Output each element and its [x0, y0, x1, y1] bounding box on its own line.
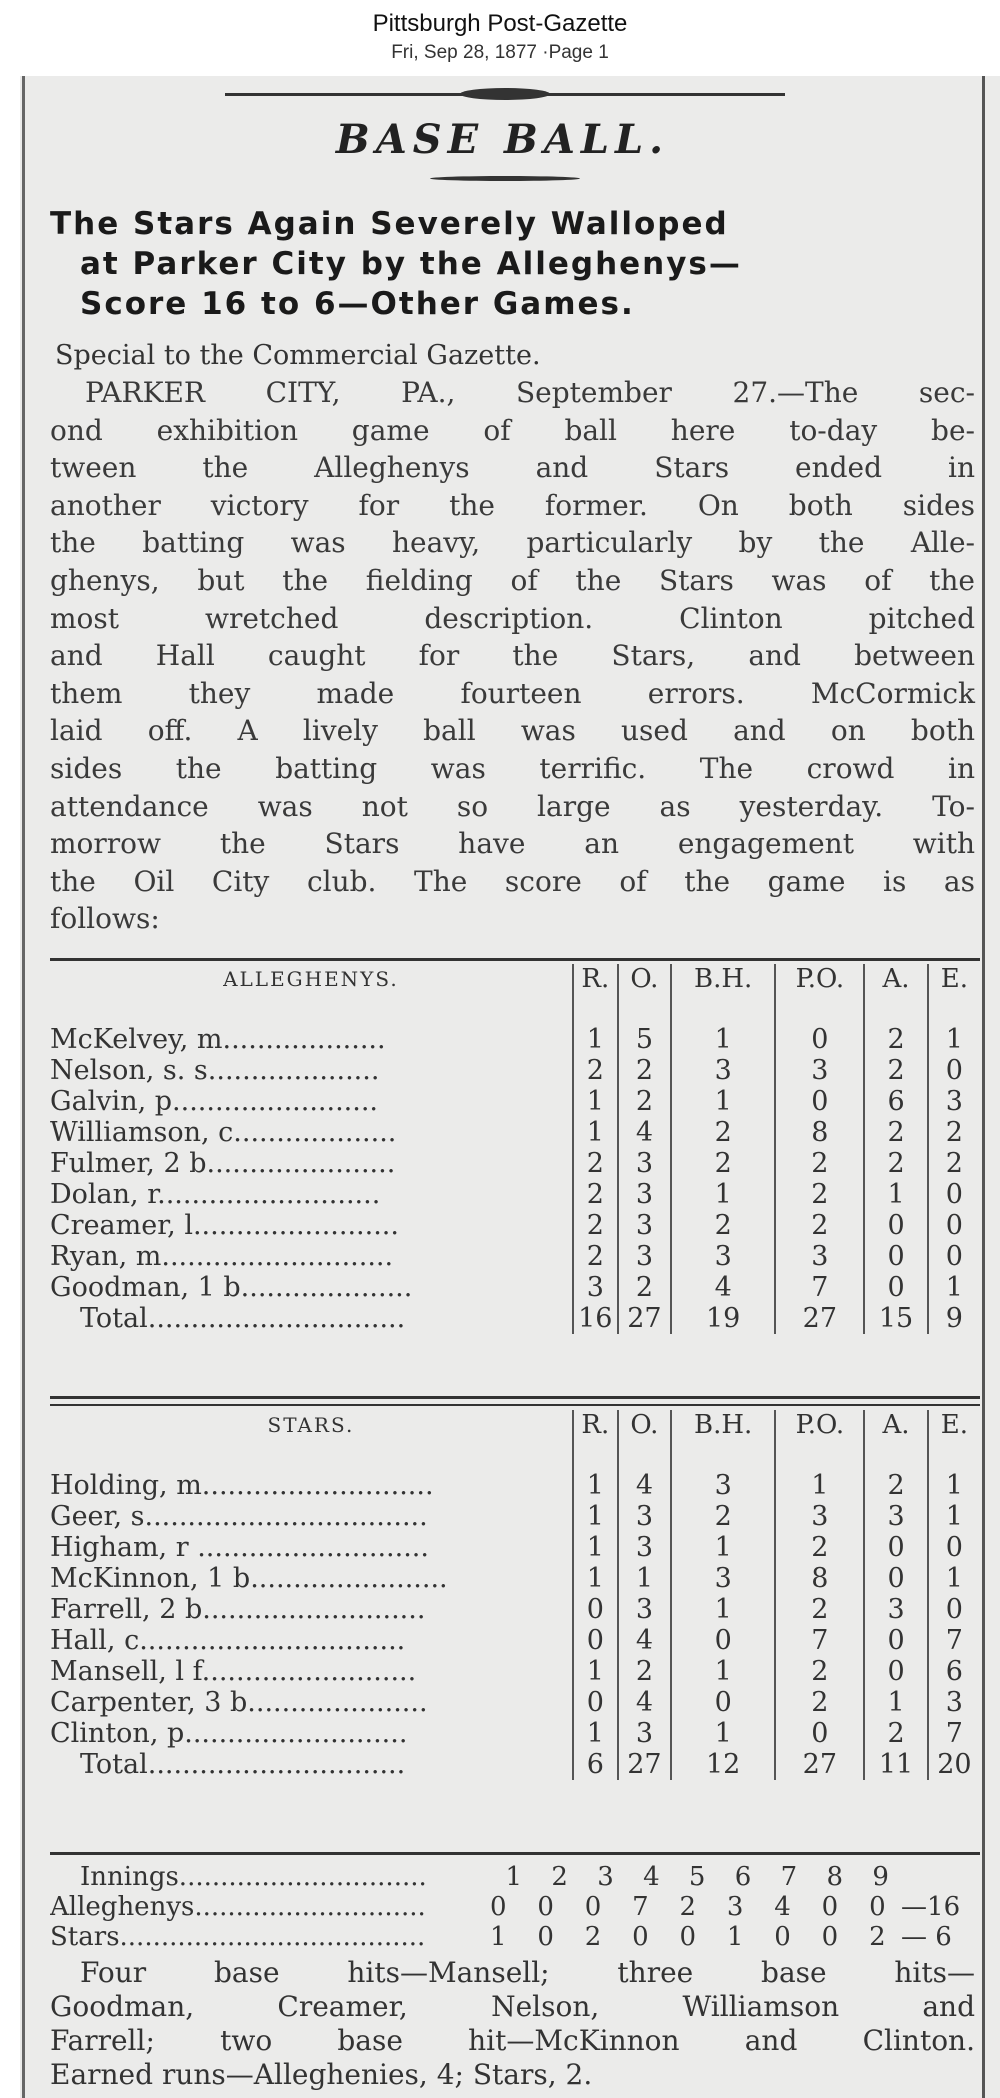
total-cell: 19	[671, 1303, 775, 1334]
box-score-divider	[50, 1396, 980, 1399]
stat-cell: 3	[618, 1210, 671, 1241]
player-name: McKelvey, m...................	[50, 1023, 386, 1055]
stat-cell: 2	[618, 1656, 671, 1687]
stat-cell: 3	[618, 1718, 671, 1749]
player-name: Creamer, l........................	[50, 1209, 399, 1241]
stat-cell: 2	[573, 1055, 618, 1086]
stat-cell: 4	[618, 1625, 671, 1656]
stat-cell: 2	[775, 1532, 864, 1563]
stat-cell: 0	[928, 1241, 980, 1272]
stat-cell: 1	[928, 1272, 980, 1303]
col-header: B.H.	[671, 1410, 775, 1440]
stat-cell: 2	[864, 1117, 927, 1148]
body-line: ghenys, but the fielding of the Stars was of the	[50, 563, 975, 597]
stat-cell: 4	[618, 1687, 671, 1718]
player-name: Dolan, r..........................	[50, 1178, 381, 1210]
table-row	[50, 1241, 980, 1272]
newspaper-clipping	[20, 76, 1000, 2098]
total-label: Total..............................	[80, 1748, 406, 1780]
stat-cell: 0	[864, 1625, 927, 1656]
innings-value: 0	[537, 1892, 554, 1922]
innings-value: 2	[551, 1862, 568, 1892]
innings-value: 0	[489, 1892, 507, 1922]
player-name: Galvin, p........................	[50, 1085, 379, 1117]
stat-cell: 4	[618, 1470, 671, 1501]
stat-cell: 1	[928, 1024, 980, 1055]
stat-cell: 3	[671, 1055, 775, 1086]
total-label: Total..............................	[80, 1302, 406, 1334]
innings-value: 2	[584, 1922, 602, 1952]
section-title: BASE BALL.	[335, 116, 670, 163]
table-row	[50, 1563, 980, 1594]
stat-cell: 2	[573, 1148, 618, 1179]
body-line: PARKER CITY, PA., September 27.—The sec-	[85, 376, 975, 409]
player-name: Carpenter, 3 b.....................	[50, 1686, 428, 1718]
stat-cell: 2	[775, 1179, 864, 1210]
stat-cell: 1	[573, 1470, 618, 1501]
player-name: Fulmer, 2 b......................	[50, 1147, 396, 1179]
player-name: Higham, r ...........................	[50, 1531, 429, 1563]
stat-cell: 2	[864, 1148, 927, 1179]
col-header: A.	[864, 1410, 927, 1440]
col-header: R.	[573, 1410, 618, 1440]
innings-value: 0	[632, 1922, 649, 1952]
total-cell: 27	[775, 1749, 864, 1780]
total-cell: 16	[573, 1303, 618, 1334]
col-header: R.	[573, 964, 618, 994]
stat-cell: 2	[618, 1055, 671, 1086]
ornament-dash	[460, 88, 550, 100]
body-line: follows:	[50, 902, 160, 936]
alleghenys-box-score	[50, 964, 980, 1334]
stat-cell: 8	[775, 1117, 864, 1148]
innings-value: 1	[505, 1862, 523, 1892]
innings-value: 3	[597, 1862, 614, 1892]
innings-value: 0	[821, 1922, 839, 1952]
player-name: Mansell, l f.........................	[50, 1655, 417, 1687]
col-header: B.H.	[671, 964, 775, 994]
col-header: P.O.	[775, 964, 864, 994]
innings-value: 7	[632, 1892, 649, 1922]
stat-cell: 0	[775, 1024, 864, 1055]
player-name: Holding, m...........................	[50, 1469, 434, 1501]
stat-cell: 2	[864, 1024, 927, 1055]
innings-value: 8	[826, 1862, 844, 1892]
body-line: sides the batting was terrific. The crowd in	[50, 751, 975, 785]
stat-cell: 3	[618, 1148, 671, 1179]
stat-cell: 1	[671, 1024, 775, 1055]
stat-cell: 1	[671, 1179, 775, 1210]
stat-cell: 1	[618, 1563, 671, 1594]
innings-value: 4	[643, 1862, 660, 1892]
stat-cell: 0	[573, 1625, 618, 1656]
col-header: O.	[618, 1410, 671, 1440]
innings-value: 1	[726, 1922, 744, 1952]
stat-cell: 3	[618, 1532, 671, 1563]
total-cell: 27	[618, 1303, 671, 1334]
stat-cell: 1	[671, 1656, 775, 1687]
stat-cell: 0	[573, 1687, 618, 1718]
table-total-row	[50, 1749, 980, 1780]
stat-cell: 0	[864, 1241, 927, 1272]
stat-cell: 0	[864, 1656, 927, 1687]
stat-cell: 0	[928, 1179, 980, 1210]
game-summary	[50, 1956, 975, 2092]
stat-cell: 1	[928, 1470, 980, 1501]
stat-cell: 2	[573, 1179, 618, 1210]
innings-value: 4	[774, 1892, 791, 1922]
col-header: A.	[864, 964, 927, 994]
stat-cell: 3	[618, 1501, 671, 1532]
stat-cell: 6	[928, 1656, 980, 1687]
stat-cell: 2	[618, 1272, 671, 1303]
stat-cell: 2	[775, 1594, 864, 1625]
stat-cell: 0	[864, 1532, 927, 1563]
body-line: the batting was heavy, particularly by the Alle-	[50, 526, 975, 560]
dateline-source: Special to the Commercial Gazette.	[55, 340, 541, 371]
stat-cell: 1	[573, 1086, 618, 1117]
body-line: attendance was not so large as yesterday. To-	[50, 789, 975, 823]
stat-cell: 2	[775, 1687, 864, 1718]
deck-line: at Parker City by the Alleghenys—	[80, 246, 742, 282]
summary-line: Goodman, Creamer, Nelson, Williamson and	[50, 1990, 975, 2023]
stat-cell: 6	[864, 1086, 927, 1117]
player-name: Goodman, 1 b....................	[50, 1271, 413, 1303]
innings-value: 0	[537, 1922, 554, 1952]
stat-cell: 1	[573, 1563, 618, 1594]
stat-cell: 0	[928, 1055, 980, 1086]
stat-cell: 2	[864, 1470, 927, 1501]
stat-cell: 7	[775, 1625, 864, 1656]
stat-cell: 3	[928, 1687, 980, 1718]
total-cell: 27	[775, 1303, 864, 1334]
stat-cell: 3	[775, 1501, 864, 1532]
stat-cell: 1	[573, 1532, 618, 1563]
stat-cell: 2	[671, 1117, 775, 1148]
stars-box-score	[50, 1410, 980, 1780]
stat-cell: 7	[928, 1625, 980, 1656]
table-row	[50, 1470, 980, 1501]
stat-cell: 3	[618, 1179, 671, 1210]
stat-cell: 3	[775, 1241, 864, 1272]
table-row	[50, 1687, 980, 1718]
innings-value: 0	[679, 1922, 697, 1952]
col-header: O.	[618, 964, 671, 994]
table-row	[50, 1086, 980, 1117]
player-name: Nelson, s. s....................	[50, 1054, 380, 1086]
stat-cell: 2	[928, 1148, 980, 1179]
body-line: laid off. A lively ball was used and on both	[50, 714, 975, 748]
innings-value: 9	[872, 1862, 889, 1892]
total-cell: 6	[573, 1749, 618, 1780]
total-cell: 15	[864, 1303, 927, 1334]
innings-value: 0	[584, 1892, 602, 1922]
stat-cell: 3	[775, 1055, 864, 1086]
table-row	[50, 1272, 980, 1303]
innings-value: 6	[734, 1862, 752, 1892]
stat-cell: 0	[928, 1210, 980, 1241]
table-row	[50, 1055, 980, 1086]
total-cell: 27	[618, 1749, 671, 1780]
stat-cell: 2	[618, 1086, 671, 1117]
stat-cell: 2	[864, 1055, 927, 1086]
innings-value: 7	[780, 1862, 798, 1892]
innings-value: 2	[679, 1892, 697, 1922]
innings-total: —16	[901, 1892, 961, 1922]
body-line: another victory for the former. On both sides	[50, 488, 975, 522]
innings-row	[50, 1922, 980, 1952]
col-header: E.	[928, 1410, 980, 1440]
summary-line: Farrell; two base hit—McKinnon and Clinton.	[50, 2024, 975, 2057]
stat-cell: 0	[775, 1086, 864, 1117]
stat-cell: 2	[671, 1501, 775, 1532]
clipping-header	[0, 0, 1000, 76]
table-row	[50, 1117, 980, 1148]
summary-line: Earned runs—Alleghenies, 4; Stars, 2.	[50, 2058, 593, 2091]
player-name: Geer, s.................................	[50, 1500, 428, 1532]
deck-line: The Stars Again Severely Walloped	[50, 206, 729, 242]
stat-cell: 1	[864, 1179, 927, 1210]
stat-cell: 2	[775, 1656, 864, 1687]
stat-cell: 1	[928, 1501, 980, 1532]
stat-cell: 2	[671, 1210, 775, 1241]
team-name: STARS.	[267, 1413, 355, 1437]
innings-top-rule	[50, 1852, 980, 1855]
stat-cell: 7	[928, 1718, 980, 1749]
body-line: morrow the Stars have an engagement with	[50, 827, 975, 861]
innings-value: 0	[774, 1922, 791, 1952]
table-row	[50, 1148, 980, 1179]
innings-total: — 6	[901, 1922, 952, 1952]
publication-date-page: Fri, Sep 28, 1877 ·Page 1	[391, 42, 609, 63]
player-name: McKinnon, 1 b.......................	[50, 1562, 448, 1594]
table-row	[50, 1532, 980, 1563]
stat-cell: 1	[928, 1563, 980, 1594]
body-line: most wretched description. Clinton pitched	[50, 601, 975, 635]
table-row	[50, 1625, 980, 1656]
stat-cell: 1	[573, 1718, 618, 1749]
player-name: Clinton, p..........................	[50, 1717, 408, 1749]
headline-deck	[50, 204, 960, 324]
stat-cell: 0	[775, 1718, 864, 1749]
stat-cell: 1	[671, 1718, 775, 1749]
stat-cell: 1	[864, 1687, 927, 1718]
stat-cell: 1	[573, 1117, 618, 1148]
col-header: E.	[928, 964, 980, 994]
innings-value: 2	[869, 1922, 886, 1952]
total-cell: 9	[928, 1303, 980, 1334]
innings-value: 1	[489, 1922, 507, 1952]
player-name: Ryan, m...........................	[50, 1240, 394, 1272]
stat-cell: 0	[928, 1532, 980, 1563]
player-name: Farrell, 2 b..........................	[50, 1593, 426, 1625]
stat-cell: 7	[775, 1272, 864, 1303]
column-rule-left	[22, 76, 25, 2098]
deck-line: Score 16 to 6—Other Games.	[80, 286, 635, 322]
stat-cell: 2	[928, 1117, 980, 1148]
stat-cell: 0	[671, 1687, 775, 1718]
stat-cell: 3	[928, 1086, 980, 1117]
table-row	[50, 1656, 980, 1687]
stat-cell: 3	[671, 1241, 775, 1272]
stat-cell: 2	[573, 1241, 618, 1272]
stat-cell: 0	[864, 1272, 927, 1303]
table-row	[50, 1210, 980, 1241]
player-name: Hall, c...............................	[50, 1624, 406, 1656]
body-line: the Oil City club. The score of the game is as	[50, 864, 975, 898]
stat-cell: 8	[775, 1563, 864, 1594]
innings-value: 3	[726, 1892, 744, 1922]
stat-cell: 3	[864, 1594, 927, 1625]
total-cell: 11	[864, 1749, 927, 1780]
stat-cell: 0	[573, 1594, 618, 1625]
stat-cell: 3	[573, 1272, 618, 1303]
table-row	[50, 1501, 980, 1532]
table-row	[50, 1718, 980, 1749]
innings-value: 0	[821, 1892, 839, 1922]
stat-cell: 0	[671, 1625, 775, 1656]
body-line: tween the Alleghenys and Stars ended in	[50, 451, 975, 485]
stat-cell: 3	[671, 1470, 775, 1501]
body-line: them they made fourteen errors. McCormick	[50, 676, 975, 710]
innings-row	[50, 1892, 980, 1922]
stat-cell: 1	[671, 1086, 775, 1117]
stat-cell: 2	[775, 1148, 864, 1179]
stat-cell: 1	[573, 1656, 618, 1687]
innings-row	[50, 1862, 980, 1892]
title-dash	[430, 176, 580, 181]
table-row	[50, 1179, 980, 1210]
table-header-row	[50, 964, 980, 994]
innings-value: 0	[869, 1892, 886, 1922]
stat-cell: 3	[864, 1501, 927, 1532]
body-line: and Hall caught for the Stars, and between	[50, 639, 975, 673]
stat-cell: 0	[928, 1594, 980, 1625]
stat-cell: 1	[573, 1024, 618, 1055]
stat-cell: 2	[864, 1718, 927, 1749]
stat-cell: 2	[775, 1210, 864, 1241]
stat-cell: 0	[864, 1563, 927, 1594]
player-name: Williamson, c...................	[50, 1116, 397, 1148]
stat-cell: 2	[671, 1148, 775, 1179]
table-row	[50, 1594, 980, 1625]
innings-total	[904, 1862, 980, 1892]
innings-row-label: Innings..............................	[80, 1862, 427, 1892]
total-cell: 20	[928, 1749, 980, 1780]
stat-cell: 2	[573, 1210, 618, 1241]
publication-name: Pittsburgh Post-Gazette	[372, 10, 628, 37]
box-score-top-rule	[50, 958, 980, 961]
innings-row-label: Alleghenys............................	[50, 1892, 426, 1922]
stat-cell: 1	[671, 1594, 775, 1625]
summary-line: Four base hits—Mansell; three base hits—	[80, 1956, 975, 1989]
stat-cell: 4	[671, 1272, 775, 1303]
stat-cell: 0	[864, 1210, 927, 1241]
column-rule-right	[982, 76, 985, 2098]
stat-cell: 1	[671, 1532, 775, 1563]
article-body	[50, 374, 975, 938]
table-total-row	[50, 1303, 980, 1334]
stat-cell: 1	[775, 1470, 864, 1501]
stars-rows	[50, 1470, 980, 1749]
stat-cell: 3	[618, 1241, 671, 1272]
body-line: ond exhibition game of ball here to-day be-	[50, 413, 975, 447]
total-cell: 12	[671, 1749, 775, 1780]
box-score-divider-thin	[50, 1404, 980, 1406]
innings-line-score	[50, 1862, 980, 1952]
table-header-row	[50, 1410, 980, 1440]
stat-cell: 4	[618, 1117, 671, 1148]
stat-cell: 3	[671, 1563, 775, 1594]
innings-value: 5	[688, 1862, 706, 1892]
stat-cell: 3	[618, 1594, 671, 1625]
table-row	[50, 1024, 980, 1055]
team-name: ALLEGHENYS.	[223, 967, 399, 991]
stat-cell: 1	[573, 1501, 618, 1532]
col-header: P.O.	[775, 1410, 864, 1440]
alleghenys-rows	[50, 1024, 980, 1303]
innings-row-label: Stars.....................................	[50, 1922, 426, 1952]
stat-cell: 5	[618, 1024, 671, 1055]
